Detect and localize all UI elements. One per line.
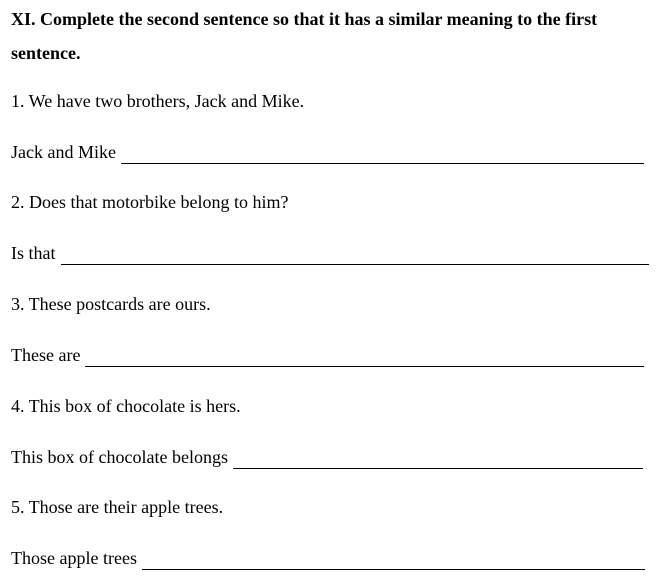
exercise-2-starter: Is that [11,243,56,263]
heading-line-2: sentence. [11,43,81,63]
exercise-3-prompt-text: 3. These postcards are ours. [11,294,211,314]
exercise-2-answer-blank[interactable] [61,246,649,265]
exercise-2-answer-row [11,241,649,265]
exercise-2-prompt-text: 2. Does that motorbike belong to him? [11,192,289,212]
exercise-4-prompt [11,394,241,418]
exercise-5-answer-row [11,546,645,570]
exercise-3-starter: These are [11,345,81,365]
exercise-1-prompt-text: 1. We have two brothers, Jack and Mike. [11,91,305,111]
exercise-5-starter: Those apple trees [11,548,137,568]
exercise-4-answer-blank[interactable] [233,450,643,469]
exercise-1-answer-row [11,140,644,164]
exercise-4-starter: This box of chocolate belongs [11,447,228,467]
exercise-3-answer-row [11,343,644,367]
exercise-5-prompt [11,495,223,519]
exercise-heading [11,3,651,69]
exercise-2-prompt [11,190,288,214]
exercise-4-answer-row [11,445,643,469]
exercise-5-prompt-text: 5. Those are their apple trees. [11,497,224,517]
exercise-3-answer-blank[interactable] [85,348,644,367]
exercise-1-prompt [11,89,304,113]
exercise-3-prompt [11,292,211,316]
exercise-5-answer-blank[interactable] [142,551,645,570]
exercise-1-answer-blank[interactable] [121,145,644,164]
heading-line-1: XI. Complete the second sentence so that it has a similar meaning to the first [11,9,598,29]
exercise-1-starter: Jack and Mike [11,142,116,162]
exercise-4-prompt-text: 4. This box of chocolate is hers. [11,396,241,416]
